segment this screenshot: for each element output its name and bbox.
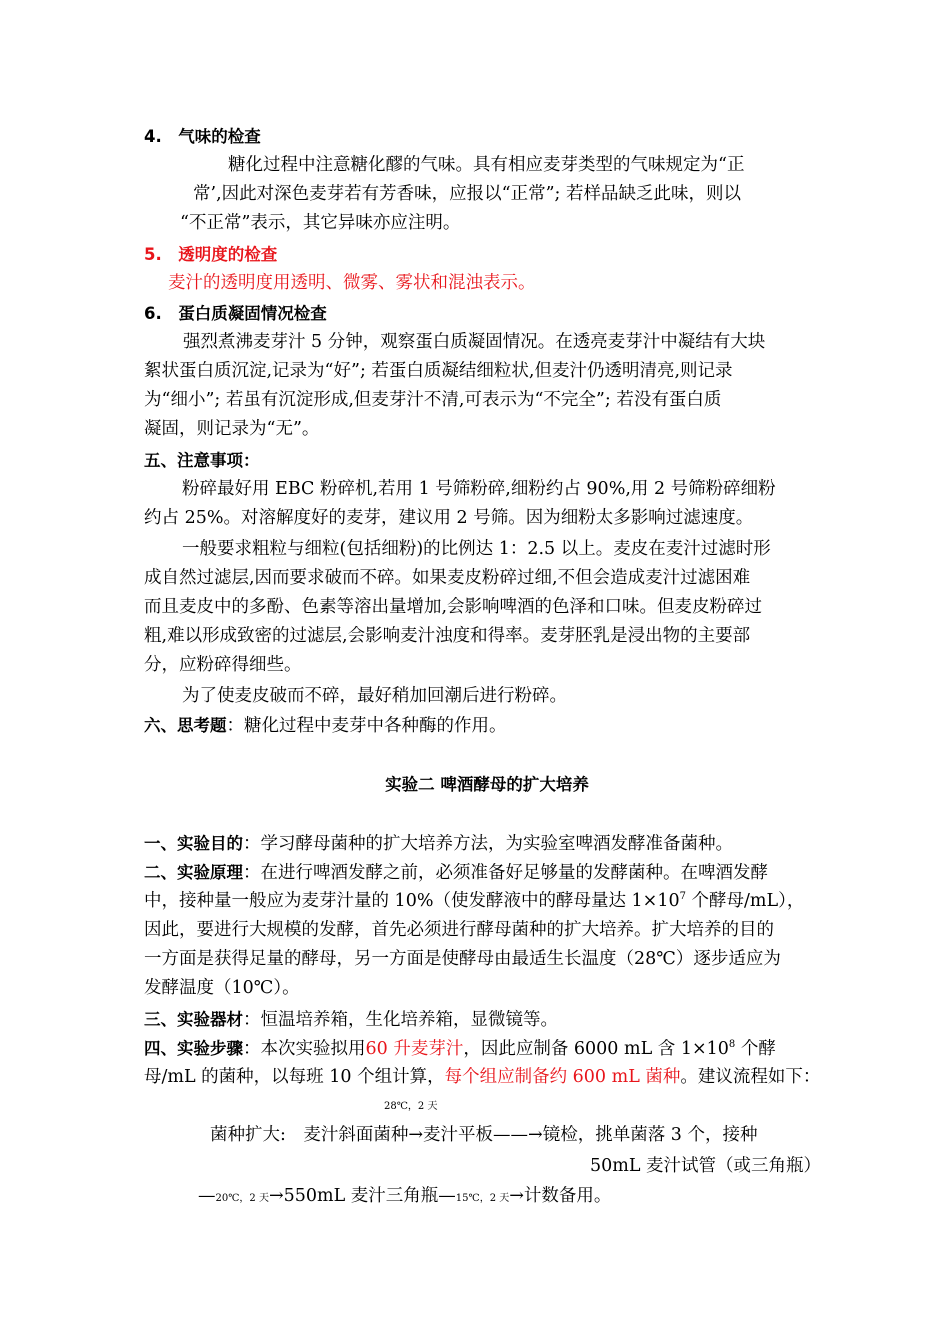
section-4-line-1: 糖化过程中注意糖化醪的气味。具有相应麦芽类型的气味规定为“正 — [228, 155, 745, 175]
purpose-heading: 一、实验目的 — [144, 834, 243, 853]
notes-p3-line-1: 为了使麦皮破而不碎，最好稍加回潮后进行粉碎。 — [182, 686, 567, 706]
principle-exponent: 7 — [679, 891, 686, 903]
flow-condition-1: 28℃，2 天 — [384, 1101, 438, 1112]
question-text: ：糖化过程中麦芽中各种酶的作用。 — [226, 716, 507, 736]
flow-line-3 — [198, 1182, 884, 1213]
steps-text-1b: ，因此应制备 6000 mL 含 1×10 — [463, 1039, 729, 1059]
principle-line-4: 一方面是获得足量的酵母，另一方面是使酵母由最适生长温度（28℃）逐步适应为 — [144, 949, 781, 969]
steps-line-1 — [144, 1034, 830, 1064]
equipment-line — [144, 1005, 830, 1035]
steps-group-volume: 每个组应制备约 600 mL 菌种 — [444, 1067, 681, 1087]
section-6-line-1: 强烈煮沸麦芽汁 5 分钟，观察蛋白质凝固情况。在透亮麦芽汁中凝结有大块 — [183, 332, 766, 352]
flow-line-1: 菌种扩大: 麦汁斜面菌种→麦汁平板——→镜检，挑单菌落 3 个，接种 — [210, 1125, 758, 1145]
section-5-heading: 5. 透明度的检查 — [144, 245, 278, 264]
flow-text-3c: →计数备用。 — [509, 1186, 612, 1206]
purpose-text: ：学习酵母菌种的扩大培养方法，为实验室啤酒发酵准备菌种。 — [243, 834, 733, 854]
section-4-heading: 4. 气味的检查 — [144, 127, 261, 146]
flow-dash-1: — — [198, 1186, 216, 1206]
notes-p2-line-1: 一般要求粗粒与细粒(包括细粉)的比例达 1：2.5 以上。麦皮在麦汁过滤时形 — [182, 539, 771, 559]
principle-line-1 — [144, 858, 830, 888]
section-6-heading: 6. 蛋白质凝固情况检查 — [144, 304, 327, 323]
section-5-line-1: 麦汁的透明度用透明、微雾、雾状和混浊表示。 — [168, 273, 536, 293]
notes-p2-line-5: 分，应粉碎得细些。 — [144, 655, 302, 675]
principle-text-2a: 中，接种量一般应为麦芽汁量的 10%（使发酵液中的酵母量达 1×10 — [144, 891, 680, 911]
principle-line-2 — [144, 887, 830, 916]
principle-line-3: 因此，要进行大规模的发酵，首先必须进行酵母菌种的扩大培养。扩大培养的目的 — [144, 920, 774, 940]
experiment-2-title: 实验二 啤酒酵母的扩大培养 — [385, 775, 589, 794]
steps-text-1a: ：本次实验拟用 — [243, 1039, 366, 1059]
principle-heading: 二、实验原理 — [144, 863, 243, 882]
flow-condition-2: 20℃，2 天 — [215, 1193, 269, 1204]
question-heading: 六、思考题 — [144, 716, 227, 735]
section-4-line-3: “不正常”表示，其它异味亦应注明。 — [180, 213, 461, 233]
principle-line-5: 发酵温度（10℃）。 — [144, 978, 300, 998]
equipment-heading: 三、实验器材 — [144, 1010, 243, 1029]
section-6-line-3: 为“细小”; 若虽有沉淀形成,但麦芽汁不清,可表示为“不完全”; 若没有蛋白质 — [144, 390, 722, 410]
flow-line-2: 50mL 麦汁试管（或三角瓶） — [590, 1156, 822, 1176]
steps-text-2b: 。建议流程如下： — [680, 1067, 821, 1087]
steps-wort-volume: 60 升麦芽汁 — [365, 1039, 464, 1059]
section-6-line-2: 絮状蛋白质沉淀,记录为“好”; 若蛋白质凝结细粒状,但麦汁仍透明清亮,则记录 — [144, 361, 733, 381]
equipment-text: ：恒温培养箱，生化培养箱，显微镜等。 — [243, 1010, 558, 1030]
steps-exponent: 8 — [728, 1039, 736, 1051]
question-line — [144, 711, 830, 741]
flow-text-3b: →550mL 麦汁三角瓶— — [268, 1186, 456, 1206]
steps-line-2 — [144, 1063, 830, 1092]
steps-text-1c: 个酵 — [735, 1039, 776, 1059]
section-4-line-2: 常’,因此对深色麦芽若有芳香味，应报以“正常”; 若样品缺乏此味，则以 — [193, 184, 741, 204]
flow-condition-3: 15℃，2 天 — [455, 1193, 510, 1204]
purpose-line — [144, 829, 830, 859]
notes-p2-line-3: 而且麦皮中的多酚、色素等溶出量增加,会影响啤酒的色泽和口味。但麦皮粉碎过 — [144, 597, 763, 617]
notes-p1-line-2: 约占 25%。对溶解度好的麦芽，建议用 2 号筛。因为细粉太多影响过滤速度。 — [144, 508, 754, 528]
principle-text-1: ：在进行啤酒发酵之前，必须准备好足够量的发酵菌种。在啤酒发酵 — [243, 863, 768, 883]
notes-p2-line-2: 成自然过滤层,因而要求破而不碎。如果麦皮粉碎过细,不但会造成麦汁过滤困难 — [144, 568, 751, 588]
notes-heading: 五、注意事项： — [144, 451, 260, 470]
notes-p2-line-4: 粗,难以形成致密的过滤层,会影响麦汁浊度和得率。麦芽胚乳是浸出物的主要部 — [144, 626, 751, 646]
section-6-line-4: 凝固，则记录为“无”。 — [144, 419, 320, 439]
principle-text-2b: 个酵母/mL）， — [685, 891, 805, 911]
steps-heading: 四、实验步骤 — [144, 1039, 243, 1058]
steps-text-2a: 母/mL 的菌种，以每班 10 个组计算， — [144, 1067, 445, 1087]
notes-p1-line-1: 粉碎最好用 EBC 粉碎机,若用 1 号筛粉碎,细粉约占 90%,用 2 号筛粉碎细粉 — [182, 479, 776, 499]
